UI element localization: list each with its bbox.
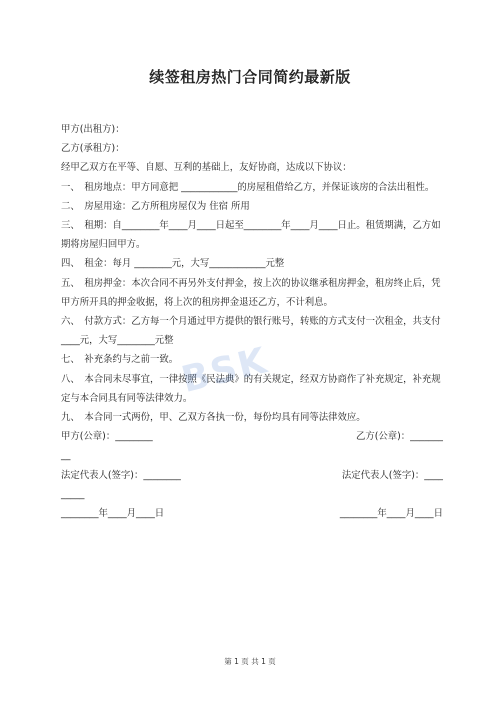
date-b: ________年____月____日 <box>339 508 443 520</box>
party-b-seal-continuation: __ <box>61 450 71 462</box>
clause-1: 一、 租房地点：甲方同意把 ____________的房屋租借给乙方，并保证该房的合法出租性。 <box>61 181 435 193</box>
clause-9: 九、 本合同一式两份，甲、乙双方各执一份，每份均具有同等法律效应。 <box>61 412 366 424</box>
agreement-intro: 经甲乙双方在平等、自愿、互利的基础上，友好协商，达成以下协议： <box>61 162 352 174</box>
page-footer: 第 1 页 共 1 页 <box>224 657 276 666</box>
representative-b-continuation: _____ <box>61 488 85 500</box>
representative-row <box>61 466 443 485</box>
party-a-line: 甲方(出租方)： <box>61 124 125 135</box>
date-row <box>61 504 443 523</box>
contract-body <box>61 120 443 523</box>
clause-7: 七、 补充条约与之前一致。 <box>61 354 179 366</box>
clause-3: 三、 租期：自________年____月____日起至________年____月____日止。租赁期满，乙方如期将房屋归回甲方。 <box>61 220 441 251</box>
party-a-seal: 甲方(公章)：________ <box>61 431 153 443</box>
party-b-seal: 乙方(公章)：_______ <box>355 431 443 443</box>
clause-5: 五、 租房押金：本次合同不再另外支付押金，按上次的协议继承租房押金，租房终止后，凭甲方所开具的押金收据，将上次的租房押金退还乙方，不计利息。 <box>61 277 441 308</box>
party-b-line: 乙方(承租方)： <box>61 143 125 155</box>
seal-row <box>61 427 443 446</box>
representative-b: 法定代表人(签字)：____ <box>341 469 443 481</box>
clause-6: 六、 付款方式：乙方每一个月通过甲方提供的银行账号，转账的方式支付一次租金，共支付____元，大写________元整 <box>61 316 441 347</box>
document-title: 续签租房热门合同简约最新版 <box>149 68 351 86</box>
clause-8: 八、 本合同未尽事宜，一律按照《民法典》的有关规定，经双方协商作了补充规定，补充规定与本合同具有同等法律效力。 <box>61 373 441 404</box>
clause-4: 四、 租金：每月 ________元，大写____________元整 <box>61 258 285 270</box>
clause-2: 二、 房屋用途：乙方所租房屋仅为 住宿 所用 <box>61 200 250 212</box>
watermark-text: BSK <box>177 340 273 401</box>
representative-a: 法定代表人(签字)：________ <box>61 469 181 481</box>
date-a: ________年____月____日 <box>61 508 165 520</box>
